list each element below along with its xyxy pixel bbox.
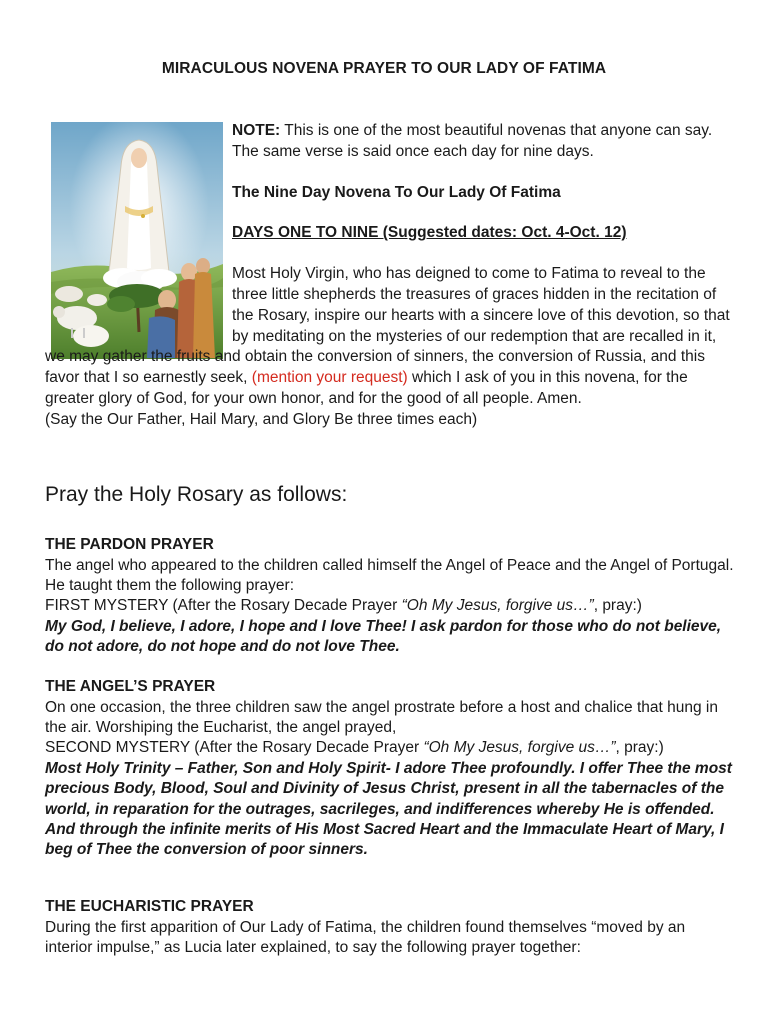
intro-block [45,121,735,431]
mystery-quote: “Oh My Jesus, forgive us…” [401,597,594,615]
section-heading: THE PARDON PRAYER [45,536,214,553]
section-heading: THE ANGEL’S PRAYER [45,678,216,695]
section-description: On one occasion, the three children saw the angel prostrate before a host and chalice that hung in the air. Worshiping the Eucharist, the angel prayed, [45,698,718,736]
section-description: The angel who appeared to the children called himself the Angel of Peace and the Angel of Portugal. He taught them the following prayer: [45,556,734,594]
note-label: NOTE: [232,122,281,139]
prayer-text-part1: Most Holy Virgin, who has deigned to come to Fatima to reveal to the three little shepherds the treasures of graces hidden in the recitation of the Rosary, inspire our hearts with a sincere love of this devotion, so that by meditating on the mysteries of our redemption that are recalled in it, we may gather the fruits and obtain the conversion of sinners, the conversion of Russia, and this favor that I so earnestly seek, [45,265,730,387]
prayer-text: Most Holy Trinity – Father, Son and Holy Spirit- I adore Thee profoundly. I offer Thee the most precious Body, Blood, Soul and Divinity of Jesus Christ, present in all the tabernacles of the world, in reparation for the outrages, sacrileges, and indifferences whereby He is offended. And through the infinite merits of His Most Sacred Heart and the Immaculate Heart of Mary, I beg of Thee the conversion of poor sinners. [45,759,732,859]
image-float-spacer [45,121,232,335]
angels-prayer-section [45,677,735,861]
prayer-text: My God, I believe, I adore, I hope and I love Thee! I ask pardon for those who do not believe, do not adore, do not hope and do not love Thee. [45,617,722,656]
pardon-prayer-section [45,535,735,658]
note-text: This is one of the most beautiful novenas that anyone can say. The same verse is said once each day for nine days. [232,122,713,160]
request-placeholder: (mention your request) [251,369,408,387]
mystery-instruction [45,596,735,616]
mystery-suffix: , pray:) [615,739,664,757]
prayer-text-part2: which I ask of you in this novena, for the greater glory of God, for your own honor, and for the good of all people. Amen. [45,369,688,407]
document-title: MIRACULOUS NOVENA PRAYER TO OUR LADY OF FATIMA [161,60,607,77]
mystery-prefix: FIRST MYSTERY (After the Rosary Decade Prayer [45,597,402,615]
eucharistic-prayer-section [45,897,735,958]
mystery-suffix: , pray:) [593,597,642,615]
mystery-quote: “Oh My Jesus, forgive us…” [423,739,616,757]
rosary-heading: Pray the Holy Rosary as follows: [45,483,348,506]
mystery-instruction [45,738,735,758]
mystery-prefix: SECOND MYSTERY (After the Rosary Decade Prayer [45,739,424,757]
section-description: During the first apparition of Our Lady of Fatima, the children found themselves “moved by an interior impulse,” as Lucia later explained, to say the following prayer together: [45,918,686,956]
novena-heading: The Nine Day Novena To Our Lady Of Fatima [232,183,561,201]
days-heading: DAYS ONE TO NINE (Suggested dates: Oct. 4-Oct. 12) [232,224,627,242]
prayer-instruction: (Say the Our Father, Hail Mary, and Glory Be three times each) [45,410,478,428]
section-heading: THE EUCHARISTIC PRAYER [45,898,254,915]
